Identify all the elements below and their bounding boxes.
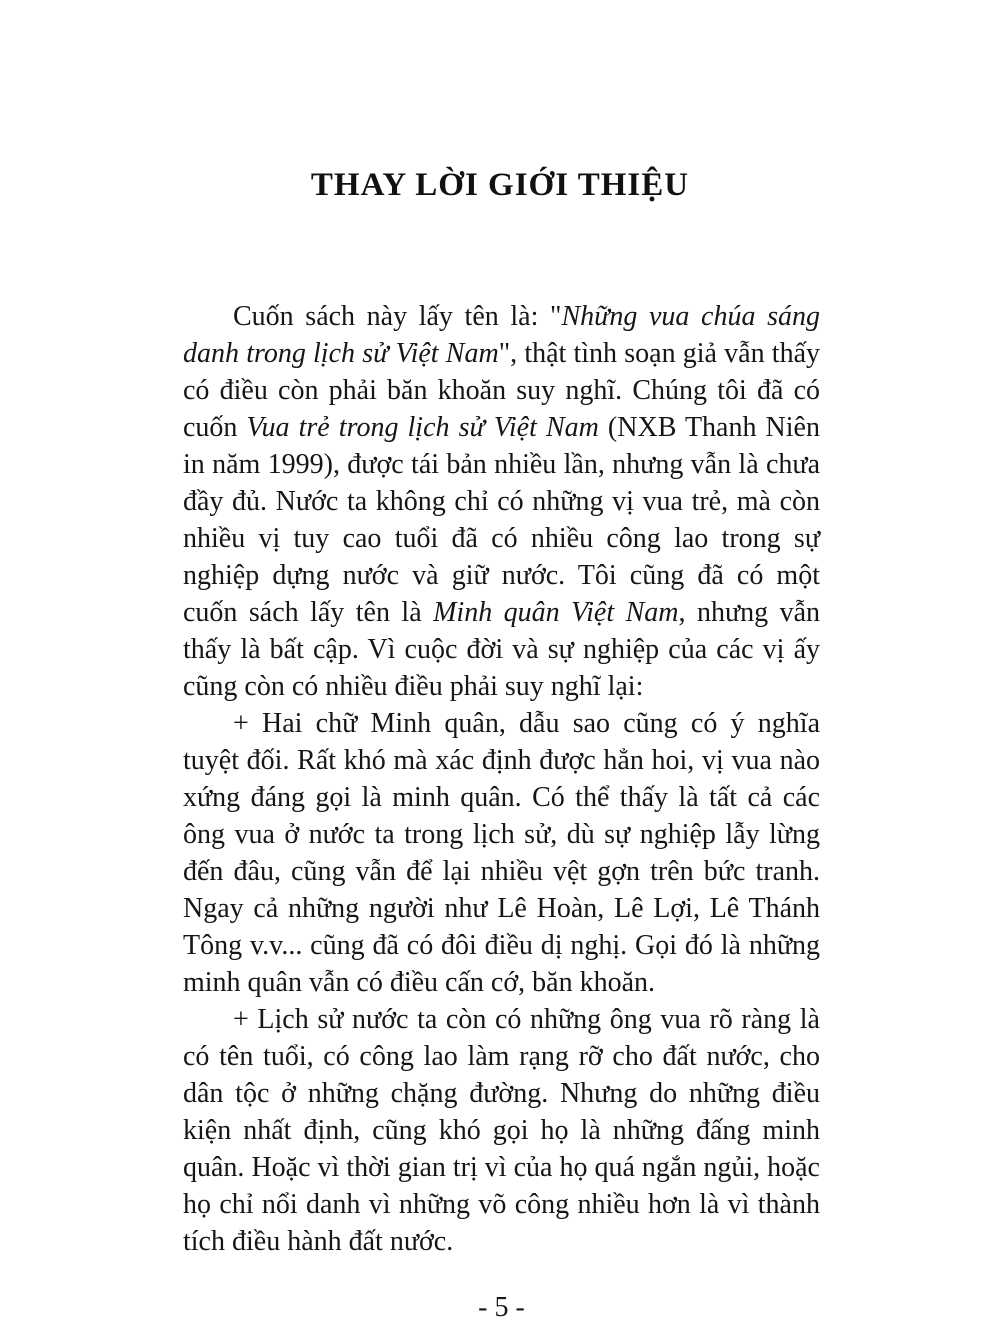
text-segment: + Lịch sử nước ta còn có những ông vua rõ ràng là có tên tuổi, có công lao làm rạng rỡ cho đất nước, cho dân tộc ở những chặng đường. Nhưng do những điều kiện nhất định, cũng khó gọi họ là những đấng minh quân. Hoặc vì thời gian trị vì của họ quá ngắn ngủi, hoặc họ chỉ nổi danh vì những võ công nhiều hơn là vì thành tích điều hành đất nước. [183, 1003, 820, 1257]
page-title: THAY LỜI GIỚI THIỆU [310, 167, 690, 203]
text-segment: (NXB Thanh Niên in năm 1999), được tái bản nhiều lần, nhưng vẫn là chưa đầy đủ. Nước ta không chỉ có những vị vua trẻ, mà còn nhiều vị tuy cao tuổi đã có nhiều công lao trong sự nghiệp dựng nước và giữ nước. Tôi cũng đã có một cuốn sách lấy tên là [183, 411, 820, 628]
paragraph [183, 298, 820, 705]
body-text [183, 298, 820, 1260]
text-segment: + Hai chữ Minh quân, dẫu sao cũng có ý nghĩa tuyệt đối. Rất khó mà xác định được hẳn hoi, vị vua nào xứng đáng gọi là minh quân. Có thể thấy là tất cả các ông vua ở nước ta trong lịch sử, dù sự nghiệp lẫy lừng đến đâu, cũng vẫn để lại nhiều vệt gợn trên bức tranh. Ngay cả những người như Lê Hoàn, Lê Lợi, Lê Thánh Tông v.v... cũng đã có đôi điều dị nghị. Gọi đó là những minh quân vẫn có điều cấn cớ, băn khoăn. [183, 707, 820, 998]
paragraph [183, 705, 820, 1001]
text-segment: Cuốn sách này lấy tên là: " [233, 300, 562, 332]
italic-text-segment: Vua trẻ trong lịch sử Việt Nam [246, 411, 599, 443]
italic-text-segment: Những vua chúa sáng danh trong lịch sử Việt Nam [183, 300, 821, 369]
paragraph [183, 1001, 820, 1260]
text-segment: ", thật tình soạn giả vẫn thấy có điều còn phải băn khoăn suy nghĩ. Chúng tôi đã có cuốn [183, 337, 821, 443]
italic-text-segment: Minh quân Việt Nam [433, 596, 679, 628]
text-segment: , nhưng vẫn thấy là bất cập. Vì cuộc đời và sự nghiệp của các vị ấy cũng còn có nhiều điều phải suy nghĩ lại: [183, 596, 821, 702]
page-number: - 5 - [478, 1291, 525, 1323]
